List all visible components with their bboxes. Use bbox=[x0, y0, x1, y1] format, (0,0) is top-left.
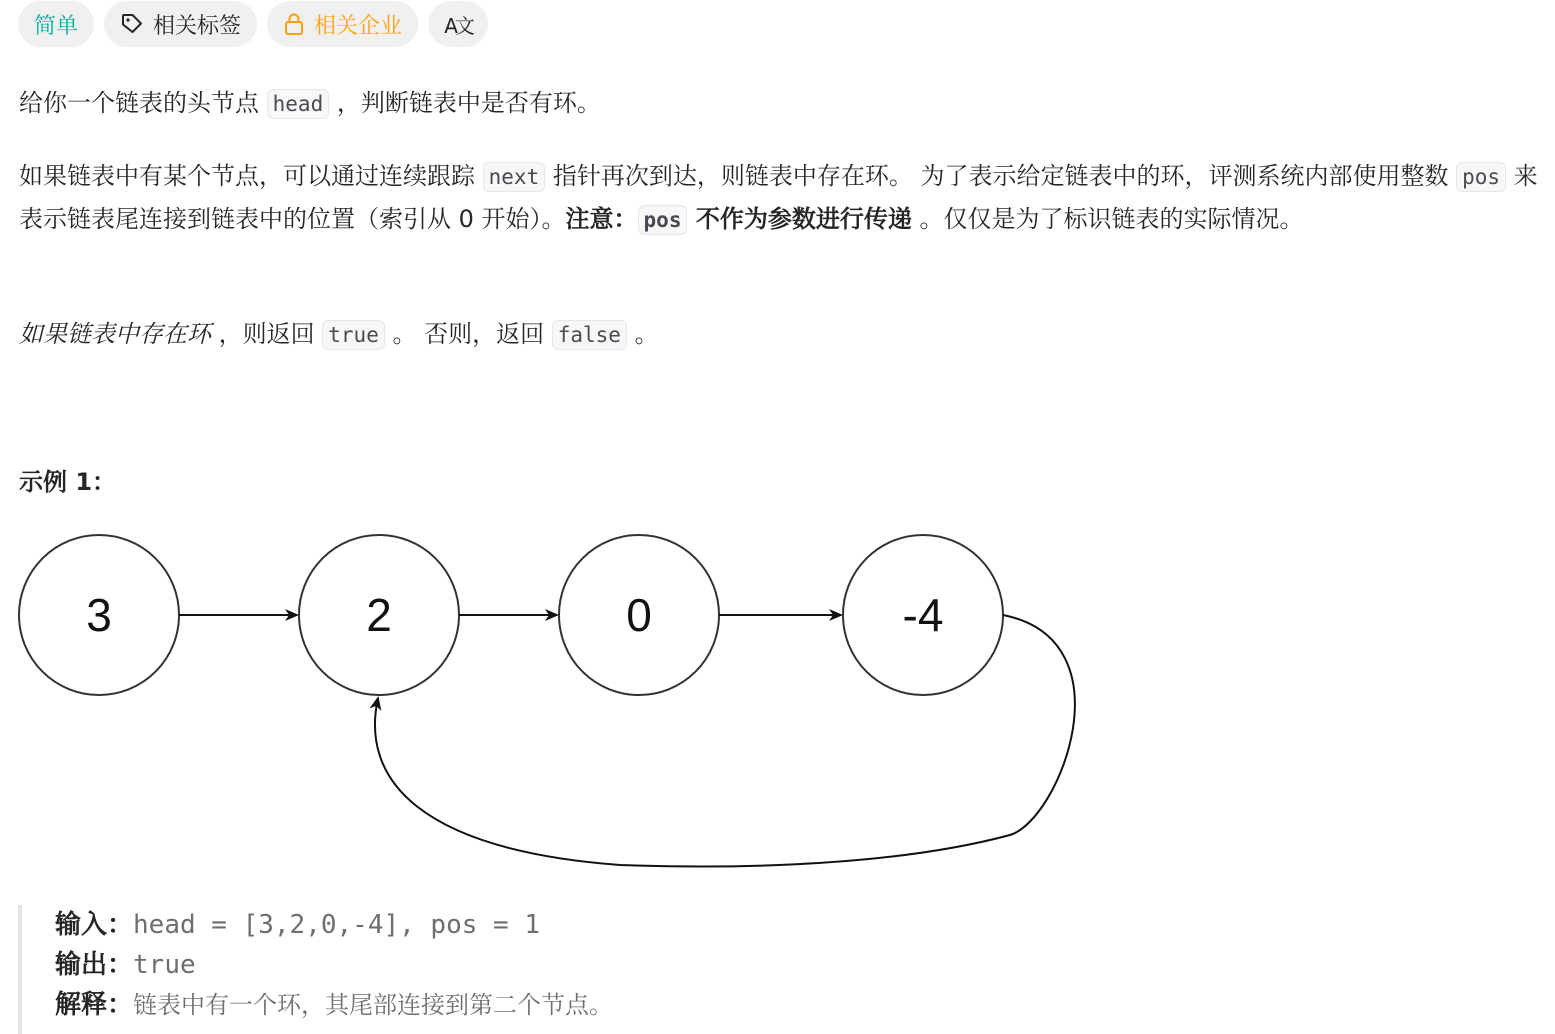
inline-code-false: false bbox=[552, 320, 627, 350]
note-text: 不作为参数进行传递 bbox=[687, 205, 912, 233]
output-value: true bbox=[133, 950, 196, 980]
explain-value: 链表中有一个环，其尾部连接到第二个节点。 bbox=[133, 991, 614, 1019]
cycle-edge-3-1 bbox=[375, 615, 1075, 867]
inline-code-true: true bbox=[322, 320, 385, 350]
linked-list-cycle-diagram bbox=[0, 520, 1100, 880]
example-input-line bbox=[55, 905, 918, 945]
note-label: 注意： bbox=[565, 205, 638, 233]
inline-code-pos: pos bbox=[1456, 162, 1506, 192]
inline-code-head: head bbox=[267, 89, 330, 119]
related-companies-button[interactable] bbox=[267, 1, 418, 47]
output-label: 输出： bbox=[55, 950, 134, 980]
example-explain-line bbox=[55, 985, 918, 1025]
related-topics-button[interactable] bbox=[104, 1, 257, 47]
italic-condition: 如果链表中存在环 bbox=[19, 320, 211, 348]
explain-label: 解释： bbox=[55, 990, 134, 1020]
description-paragraph-2: 如果链表中有某个节点，可以通过连续跟踪 next 指针再次到达，则链表中存在环。 为了表示给定链表中的环，评测系统内部使用整数 pos 来表示链表尾连接到链表中的位置（索引从 0 开始）。注意： pos 不作为参数进行传递 。仅仅是为了标识链表的实际情况。 bbox=[19, 162, 1538, 233]
lock-icon bbox=[283, 12, 305, 36]
example-1-block bbox=[18, 905, 918, 1034]
difficulty-badge[interactable] bbox=[18, 1, 94, 47]
tag-icon bbox=[120, 12, 144, 36]
example-output-line bbox=[55, 945, 918, 985]
input-value: head = [3,2,0,-4], pos = 1 bbox=[133, 910, 541, 940]
node-value-2: 0 bbox=[626, 589, 652, 641]
related-topics-label: 相关标签 bbox=[153, 13, 242, 39]
input-label: 输入： bbox=[55, 910, 134, 940]
translate-icon: A文 bbox=[444, 13, 472, 38]
description-paragraph-3: 如果链表中存在环 ，则返回 true 。 否则，返回 false 。 bbox=[19, 320, 659, 348]
difficulty-label: 简单 bbox=[34, 13, 79, 39]
inline-code-next: next bbox=[483, 162, 546, 192]
node-value-1: 2 bbox=[366, 589, 392, 641]
example-1-title: 示例 1： bbox=[19, 468, 117, 496]
inline-code-pos-2: pos bbox=[638, 205, 688, 235]
node-value-0: 3 bbox=[86, 589, 112, 641]
translate-button[interactable] bbox=[428, 1, 488, 47]
related-companies-label: 相关企业 bbox=[314, 13, 403, 39]
tag-bar bbox=[18, 1, 488, 47]
description-paragraph-1: 给你一个链表的头节点 head ，判断链表中是否有环。 bbox=[19, 89, 601, 117]
node-value-3: -4 bbox=[902, 589, 944, 641]
